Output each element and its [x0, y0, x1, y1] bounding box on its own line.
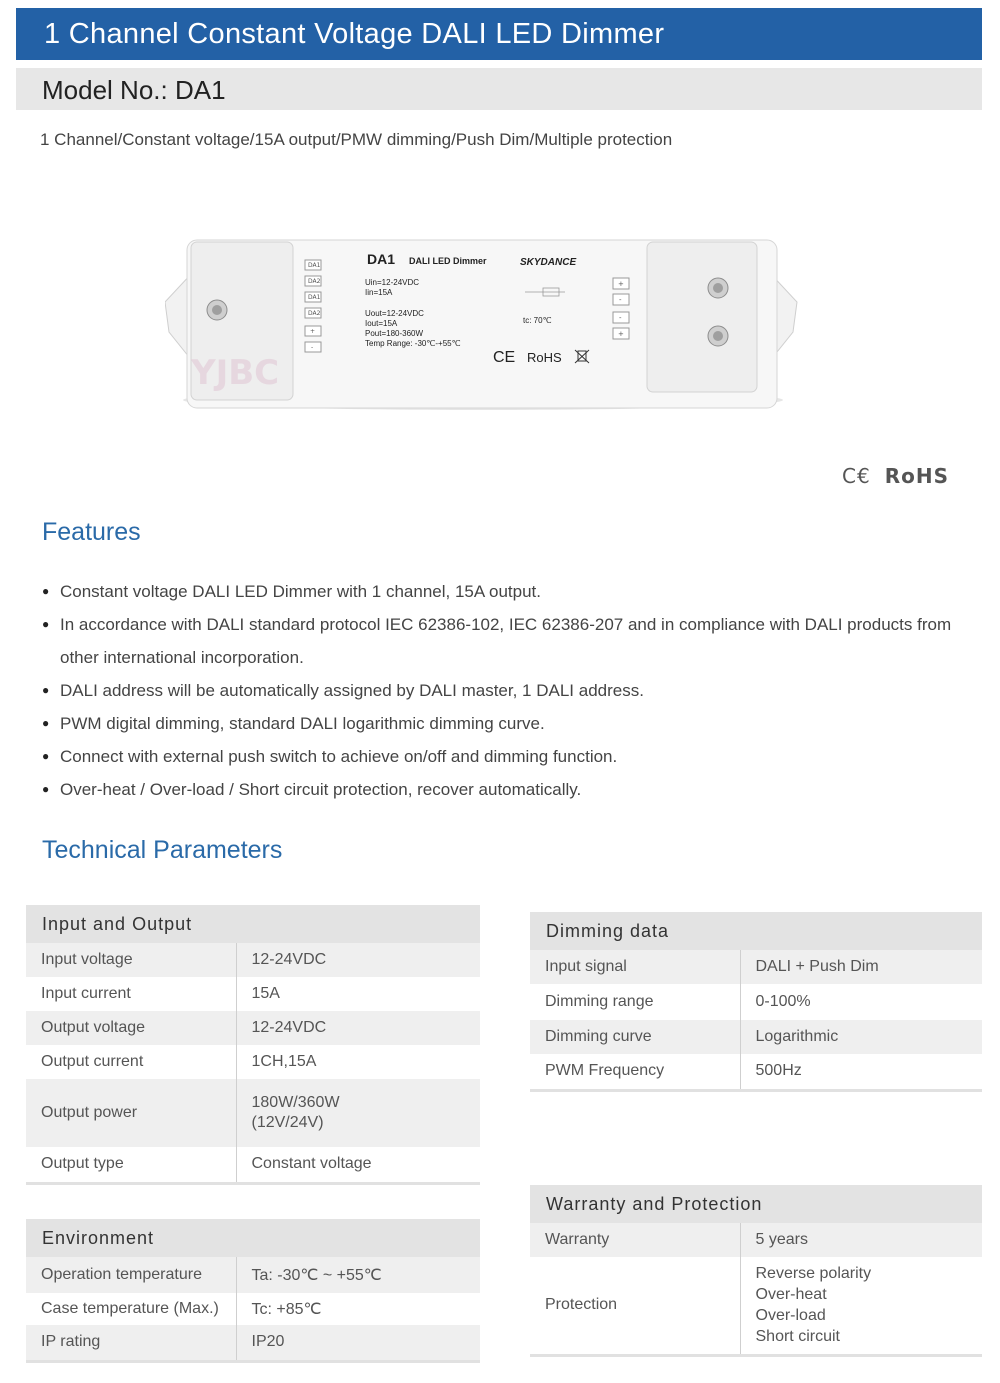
param-value: Tc: +85℃ [251, 1301, 322, 1318]
label-model: DA1 [367, 251, 396, 267]
environment-table [26, 1219, 480, 1363]
label-brand: SKYDANCE [520, 257, 577, 268]
table-row [26, 1293, 480, 1325]
rohs-mark: RoHS [884, 464, 949, 488]
table-row [26, 1079, 480, 1147]
param-name: Input signal [530, 950, 740, 984]
terminal-label: DA1 [308, 294, 321, 301]
terminal-label: DA2 [308, 310, 321, 317]
param-name: Case temperature (Max.) [26, 1293, 236, 1325]
ce-mark: C€ [842, 464, 871, 488]
terminal-label: - [311, 344, 314, 351]
param-name: Output voltage [26, 1011, 236, 1045]
feature-item: ● PWM digital dimming, standard DALI logarithmic dimming curve. [42, 707, 982, 740]
param-value: DALI + Push Dim [740, 950, 982, 984]
table-row [26, 943, 480, 977]
model-number: Model No.: DA1 [16, 68, 982, 110]
terminal-label: + [618, 280, 624, 288]
terminal-label: - [619, 314, 622, 322]
param-name: Warranty [530, 1223, 740, 1257]
terminal-label: DA1 [308, 262, 321, 269]
param-name: Protection [530, 1257, 740, 1355]
input-output-table [26, 905, 480, 1185]
param-name: Output power [26, 1079, 236, 1147]
table-row [530, 1054, 982, 1090]
param-value: Logarithmic [740, 1020, 982, 1054]
rohs-mark: RoHS [527, 350, 562, 365]
label-pout: Pout=180-360W [365, 329, 424, 338]
table-row [26, 1045, 480, 1079]
feature-item: ● Over-heat / Over-load / Short circuit protection, recover automatically. [42, 773, 982, 806]
param-value: Ta: -30℃ ~ +55℃ [236, 1257, 480, 1293]
terminal-label: + [618, 330, 624, 338]
table-row [530, 1257, 982, 1355]
table-row [530, 984, 982, 1020]
table-row [26, 1011, 480, 1045]
param-name: PWM Frequency [530, 1054, 740, 1090]
table-title: Environment [26, 1219, 480, 1257]
param-name: Input current [26, 977, 236, 1011]
ce-mark: CE [493, 349, 516, 366]
dimming-table [530, 912, 982, 1092]
label-uout: Uout=12-24VDC [365, 309, 424, 318]
label-iout: Iout=15A [365, 319, 398, 328]
label-temp: Temp Range: -30℃-+55℃ [365, 339, 461, 348]
param-value: IP20 [236, 1325, 480, 1361]
terminal-label: - [619, 296, 622, 304]
table-title: Warranty and Protection [530, 1185, 982, 1223]
table-row [26, 1325, 480, 1361]
param-value: 12-24VDC [236, 1011, 480, 1045]
feature-item: ● DALI address will be automatically assigned by DALI master, 1 DALI address. [42, 674, 982, 707]
table-row [530, 1223, 982, 1257]
product-summary: 1 Channel/Constant voltage/15A output/PMW dimming/Push Dim/Multiple protection [40, 130, 673, 149]
param-value: 1CH,15A [251, 1053, 317, 1070]
technical-parameters-heading: Technical Parameters [42, 836, 283, 864]
param-name: Output type [26, 1147, 236, 1183]
label-name: DALI LED Dimmer [409, 256, 487, 266]
param-value: 15A [251, 985, 280, 1002]
table-row [26, 1257, 480, 1293]
feature-item: ● Constant voltage DALI LED Dimmer with 1 channel, 15A output. [42, 575, 982, 608]
param-name: Dimming range [530, 984, 740, 1020]
param-name: Input voltage [26, 943, 236, 977]
param-value: 0-100% [755, 993, 811, 1010]
param-value: 500Hz [740, 1054, 982, 1090]
table-title: Input and Output [26, 905, 480, 943]
product-image [165, 232, 800, 422]
page-banner-title: 1 Channel Constant Voltage DALI LED Dimmer [16, 8, 982, 60]
feature-item: ● In accordance with DALI standard protocol IEC 62386-102, IEC 62386-207 and in compliance with DALI products from other international incorporation. [42, 608, 982, 674]
label-tc: tc: 70℃ [523, 316, 552, 325]
param-name: Dimming curve [530, 1020, 740, 1054]
certification-marks [842, 464, 949, 488]
label-uin: Uin=12-24VDC [365, 278, 420, 287]
table-row [26, 977, 480, 1011]
param-value: 180W/360W (12V/24V) [236, 1079, 480, 1147]
param-name: Operation temperature [26, 1257, 236, 1293]
param-name: IP rating [26, 1325, 236, 1361]
label-iin: Iin=15A [365, 288, 393, 297]
table-row [530, 1020, 982, 1054]
feature-item: ● Connect with external push switch to achieve on/off and dimming function. [42, 740, 982, 773]
param-value: Reverse polarity Over-heat Over-load Short circuit [740, 1257, 982, 1355]
param-value: Constant voltage [236, 1147, 480, 1183]
table-row [26, 1147, 480, 1183]
param-value: 5 years [740, 1223, 982, 1257]
terminal-label: + [310, 328, 316, 335]
warranty-protection-table [530, 1185, 982, 1357]
terminal-label: DA2 [308, 278, 321, 285]
param-value: 12-24VDC [236, 943, 480, 977]
table-title: Dimming data [530, 912, 982, 950]
table-row [530, 950, 982, 984]
features-heading: Features [42, 518, 141, 546]
param-name: Output current [26, 1045, 236, 1079]
features-list [42, 575, 982, 806]
watermark-logo: YJBC [191, 353, 280, 393]
